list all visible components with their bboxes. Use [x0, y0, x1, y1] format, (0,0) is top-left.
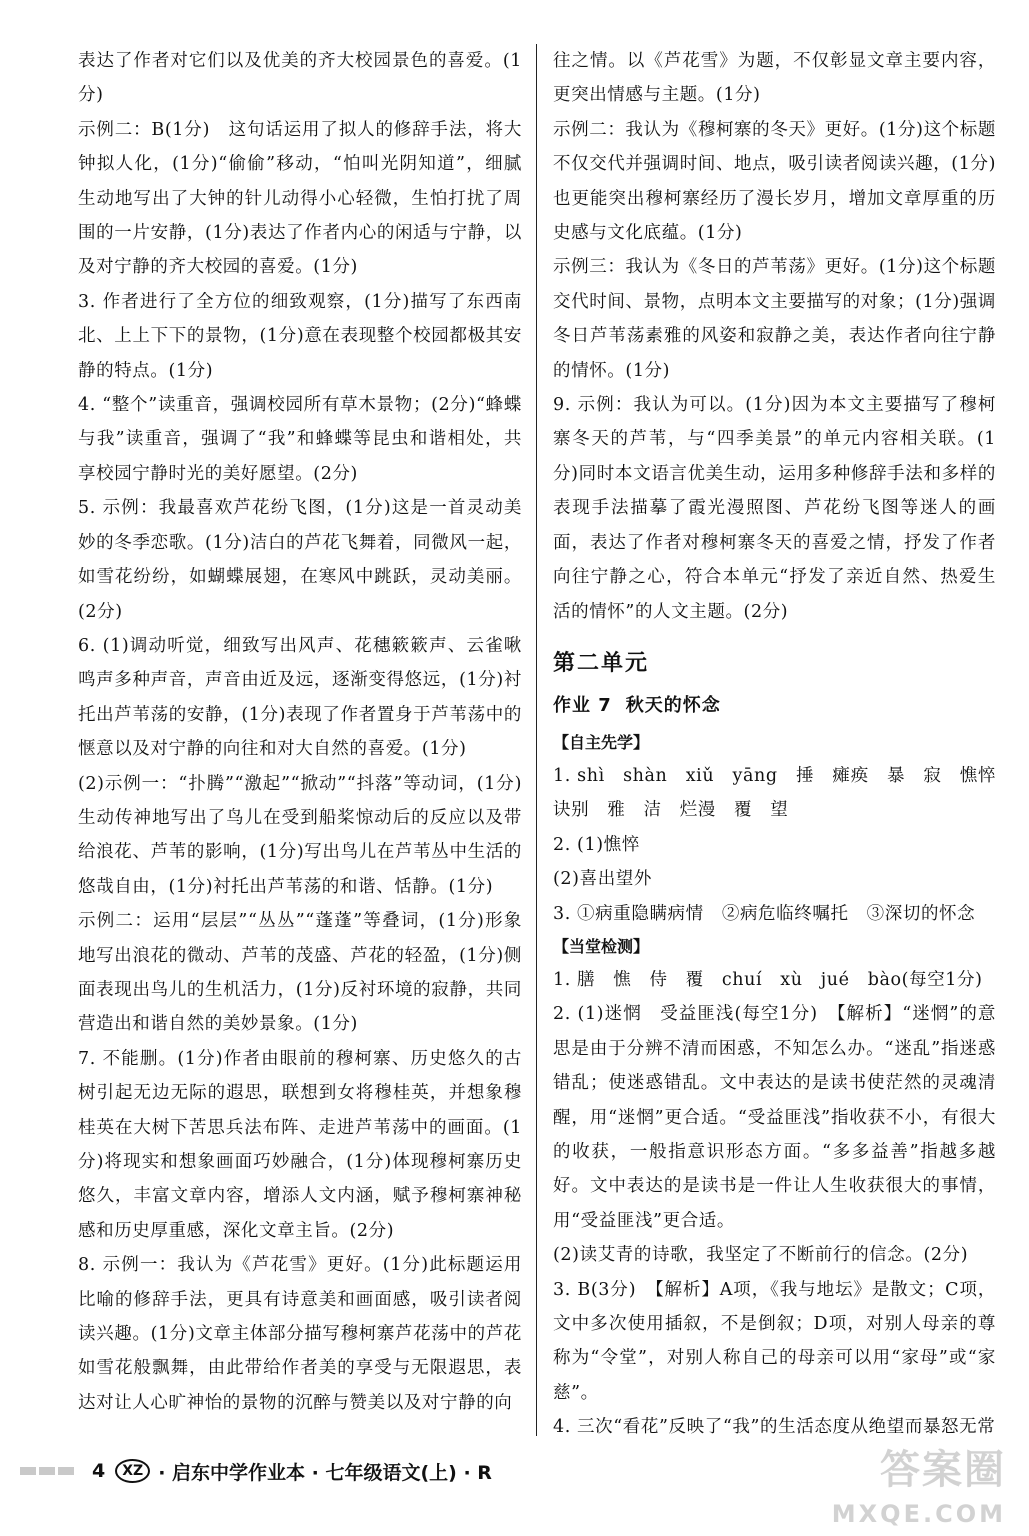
watermark-logo-text: 答案圈 — [880, 1447, 1006, 1493]
class-check-item-1: 1. 膳 憔 侍 覆 chuí xù jué bào(每空1分) — [553, 969, 983, 990]
answer-item-6: 6. (1)调动听觉，细致写出风声、花穗簌簌声、云雀啾鸣声多种声音，声音由近及远，逐渐变得悠远，(1分)衬托出芦苇荡的安静，(1分)表现了作者置身于芦苇荡中的惬意以及对宁静的向往和对大自然的喜爱。(1分) — [78, 635, 522, 760]
unit-title: 第二单元 — [553, 650, 650, 676]
homework-label: 作业 7 — [553, 694, 612, 716]
answer-paragraph: (2)示例一：“扑腾”“激起”“掀动”“抖落”等动词，(1分)生动传神地写出了鸟儿在受到船桨惊动后的反应以及带给浪花、芦苇的影响，(1分)写出鸟儿在芦苇丛中生活的悠哉自由，(1分)衬托出芦苇荡的和谐、恬静。(1分) — [78, 773, 522, 897]
publisher-logo: XZ — [115, 1459, 150, 1483]
answer-item-3: 3. 作者进行了全方位的细致观察，(1分)描写了东西南北、上上下下的景物，(1分)意在表现整个校园都极其安静的特点。(1分) — [78, 291, 522, 381]
column-divider — [536, 44, 537, 1436]
class-check-tag: 【当堂检测】 — [553, 936, 650, 956]
left-column — [78, 44, 522, 1420]
right-column — [553, 44, 1015, 1445]
class-check-item-2-2: (2)读艾青的诗歌，我坚定了不断前行的信念。(2分) — [553, 1245, 969, 1266]
answer-item-4: 4. “整个”读重音，强调校园所有草木景物；(2分)“蜂蝶与我”读重音，强调了“我”和蜂蝶等昆虫和谐相处，共享校园宁静时光的美好愿望。(2分) — [78, 395, 522, 484]
answer-item-5: 5. 示例：我最喜欢芦花纷飞图，(1分)这是一首灵动美妙的冬季恋歌。(1分)洁白的芦花飞舞着，同微风一起，如雪花纷纷，如蝴蝶展翅，在寒风中跳跃，灵动美丽。(2分) — [78, 498, 522, 622]
answer-paragraph: 示例二：运用“层层”“丛丛”“蓬蓬”等叠词，(1分)形象地写出浪花的微动、芦苇的茂盛、芦花的轻盈，(1分)侧面表现出鸟儿的生机活力，(1分)反衬环境的寂静，共同营造出和谐自然的美妙景象。(1分) — [78, 911, 522, 1035]
answer-item-7: 7. 不能删。(1分)作者由眼前的穆柯寨、历史悠久的古树引起无边无际的遐思，联想到女将穆桂英，并想象穆桂英在大树下苦思兵法布阵、走进芦苇荡中的画面。(1分)将现实和想象画面巧妙融合，(1分)体现穆柯寨历史悠久，丰富文章内容，增添人文内涵，赋予穆柯寨神秘感和历史厚重感，深化文章主旨。(2分) — [78, 1048, 522, 1241]
self-study-item-1: 1. shì shàn xiǔ yāng 捶 瘫痪 暴 寂 憔悴 诀别 雅 洁 烂漫 覆 望 — [553, 765, 1015, 821]
answer-item-9: 9. 示例：我认为可以。(1分)因为本文主要描写了穆柯寨冬天的芦苇，与“四季美景”的单元内容相关联。(1分)同时本文语言优美生动，运用多种修辞手法和多样的表现手法描摹了霞光漫照图、芦花纷飞图等迷人的画面，表达了作者对穆柯寨冬天的喜爱之情，抒发了作者向往宁静之心，符合本单元“抒发了亲近自然、热爱生活的情怀”的人文主题。(2分) — [553, 395, 996, 622]
watermark-url: MXQE.COM — [831, 1500, 1006, 1528]
class-check-item-3: 3. B(3分) 【解析】A项，《我与地坛》是散文；C项，文中多次使用插叙，不是倒叙；D项，对别人母亲的尊称为“令堂”，对别人称自己的母亲可以用“家母”或“家慈”。 — [553, 1279, 996, 1403]
self-study-item-2: 2. (1)憔悴 — [553, 834, 640, 855]
homework-title — [553, 691, 996, 721]
page-footer — [20, 1455, 580, 1487]
self-study-item-3: 3. ①病重隐瞒病情 ②病危临终嘱托 ③深切的怀念 — [553, 903, 976, 924]
answer-paragraph: 示例二：我认为《穆柯寨的冬天》更好。(1分)这个标题不仅交代并强调时间、地点，吸引读者阅读兴趣，(1分)也更能突出穆柯寨经历了漫长岁月，增加文章厚重的历史感与文化底蕴。(1分) — [553, 119, 996, 244]
self-study-tag: 【自主先学】 — [553, 732, 650, 752]
answer-paragraph: 示例二：B(1分) 这句话运用了拟人的修辞手法，将大钟拟人化，(1分)“偷偷”移动，“怕叫光阴知道”，细腻生动地写出了大钟的针儿动得小心轻微，生怕打扰了周围的一片安静，(1分)表达了作者内心的闲适与宁静，以及对宁静的齐大校园的喜爱。(1分) — [78, 119, 522, 278]
book-title: · 启东中学作业本 · 七年级语文(上) · R — [158, 1461, 492, 1484]
answer-item-8: 8. 示例一：我认为《芦花雪》更好。(1分)此标题运用比喻的修辞手法，更具有诗意美和画面感，吸引读者阅读兴趣。(1分)文章主体部分描写穆柯寨芦花荡中的芦花如雪花般飘舞，由此带给作者美的享受与无限遐思，表达对让人心旷神怡的景物的沉醉与赞美以及对宁静的向 — [78, 1255, 522, 1413]
answer-paragraph: 往之情。以《芦花雪》为题，不仅彰显文章主要内容，更突出情感与主题。(1分) — [553, 51, 996, 106]
page-number: 4 — [92, 1460, 106, 1482]
answer-paragraph: 表达了作者对它们以及优美的齐大校园景色的喜爱。(1分) — [78, 51, 522, 106]
watermark — [826, 1438, 1006, 1528]
self-study-item-2-2: (2)喜出望外 — [553, 869, 652, 890]
class-check-item-2: 2. (1)迷惘 受益匪浅(每空1分) 【解析】“迷惘”的意思是由于分辨不清而困惑，不知怎么办。“迷乱”指迷惑错乱；使迷惑错乱。文中表达的是读书使茫然的灵魂清醒，用“迷惘”更合适。“受益匪浅”指收获不小，有很大的收获，一般指意识形态方面。“多多益善”指越多越好。文中表达的是读书是一件让人生收获很大的事情，用“受益匪浅”更合适。 — [553, 1004, 996, 1231]
answer-paragraph: 示例三：我认为《冬日的芦苇荡》更好。(1分)这个标题交代时间、景物，点明本文主要描写的对象；(1分)强调冬日芦苇荡素雅的风姿和寂静之美，表达作者向往宁静的情怀。(1分) — [553, 257, 996, 381]
homework-name: 秋天的怀念 — [625, 694, 721, 716]
class-check-item-4: 4. 三次“看花”反映了“我”的生活态度从绝望而暴怒无常 — [553, 1417, 996, 1438]
footer-decoration — [20, 1467, 74, 1475]
